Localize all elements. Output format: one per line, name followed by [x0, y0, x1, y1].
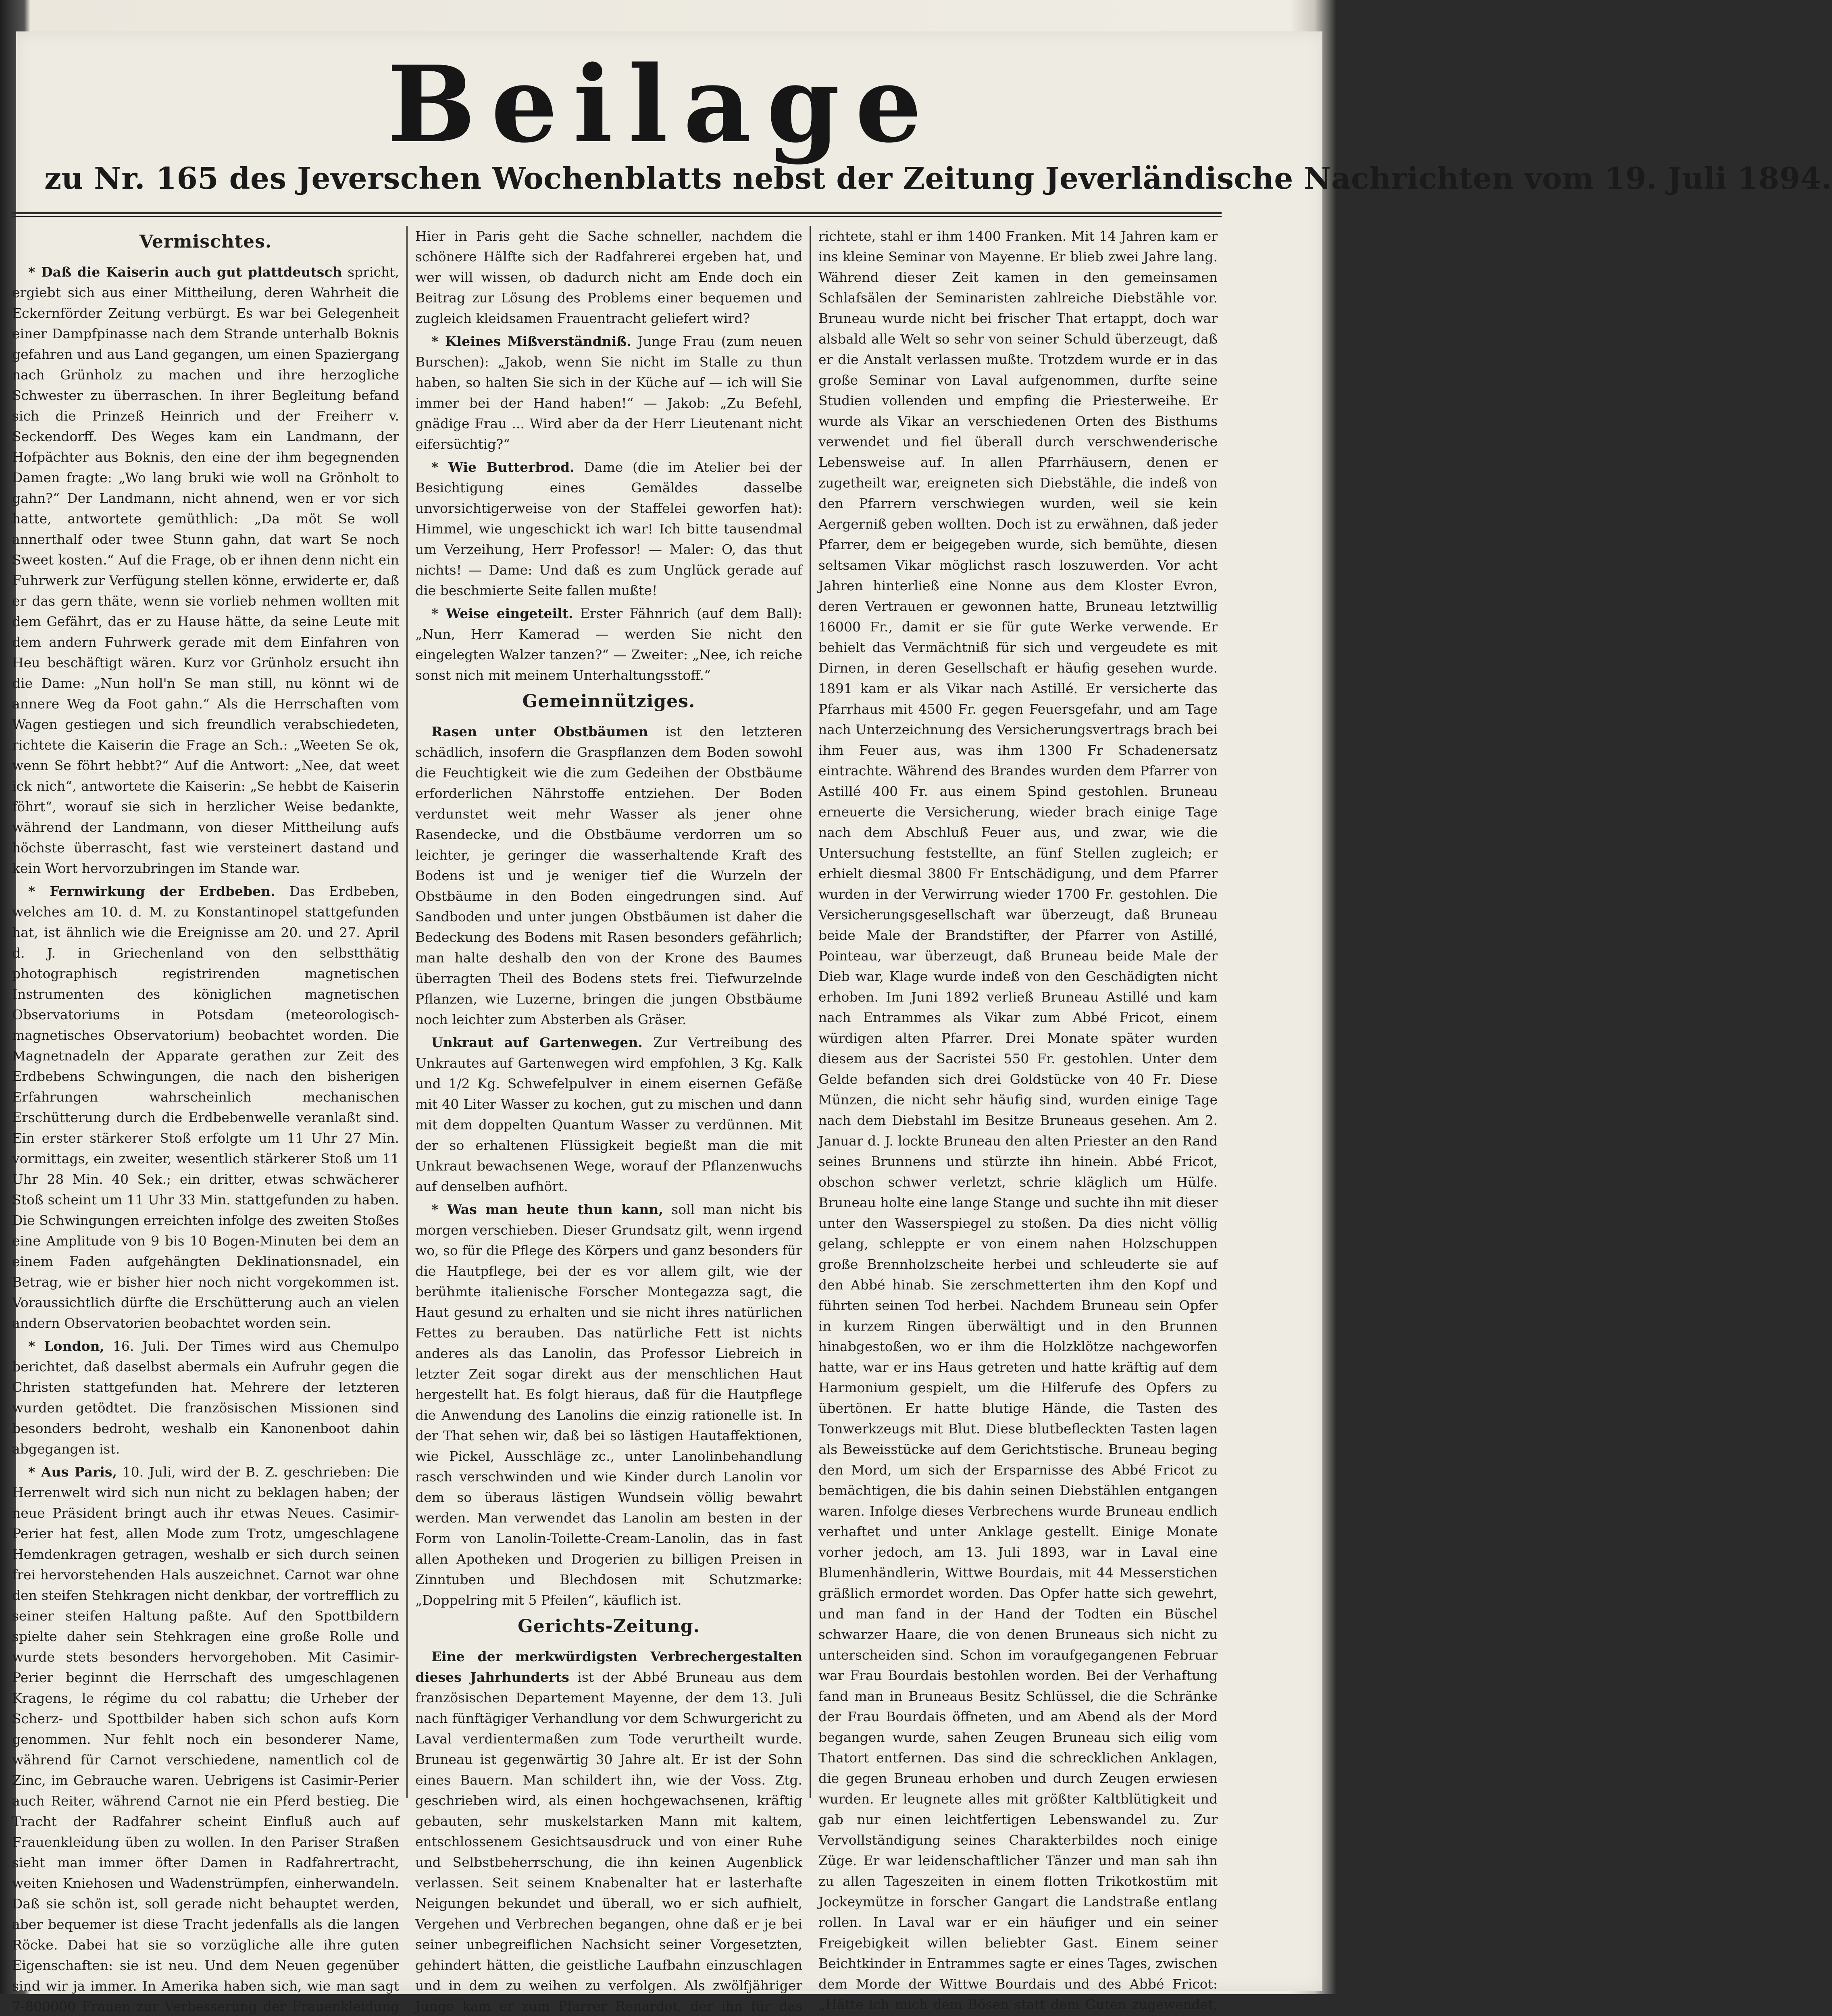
- article-text: Junge Frau (zum neuen Burschen): „Jakob, wenn Sie nicht im Stalle zu thun haben, so halten Sie sich in der Küche auf — ich will Sie immer bei der Hand haben!“ — Jakob: „Zu Befehl, gnädige Frau ... Wird aber da der Herr Lieutenant nicht eifersüchtig?“: [415, 333, 802, 452]
- column-left: [12, 226, 399, 2014]
- article: [415, 1646, 802, 2016]
- article-text: ist den letzteren schädlich, insofern die Graspflanzen dem Boden sowohl die Feuchtigkeit wie die zum Gedeihen der Obstbäume erforderlichen Nährstoffe entziehen. Der Boden verdunstet weit mehr Wasser als jener ohne Rasendecke, und die Obstbäume verdorren um so leichter, je geringer die wasserhaltende Kraft des Bodens ist und je weniger tief die Wurzeln der Obstbäume in den Boden eingedrungen sind. Auf Sandboden und unter jungen Obstbäumen ist daher die Bedeckung des Bodens mit Rasen besonders gefährlich; man halte deshalb den von der Krone des Baumes überragten Theil des Bodens stets frei. Tiefwurzelnde Pflanzen, wie Luzerne, bringen die jungen Obstbäume noch leichter zum Absterben als Gräser.: [415, 724, 802, 1027]
- issue-subtitle: zu Nr. 165 des Jeverschen Wochenblatts nebst der Zeitung Jeverländische Nachrichten vom 19. Juli 1894.: [44, 161, 1832, 196]
- article-continuation: richtete, stahl er ihm 1400 Franken. Mit 14 Jahren kam er ins kleine Seminar von Mayenne. Er blieb zwei Jahre lang. Während dieser Zeit kamen in den gemeinsamen Schlafsälen der Seminaristen zahlreiche Diebstähle vor. Bruneau wurde nicht bei frischer That ertappt, doch war alsbald alle Welt so sehr von seiner Schuld überzeugt, daß er die Anstalt verlassen mußte. Trotzdem wurde er in das große Seminar von Laval aufgenommen, durfte seine Studien vollenden und empfing die Priesterweihe. Er wurde als Vikar an verschiedenen Orten des Bisthums verwendet und fiel überall durch verschwenderische Lebensweise auf. In allen Pfarrhäusern, denen er zugetheilt war, ereigneten sich Diebstähle, die indeß von den Pfarrern verschwiegen wurden, weil sie kein Aergerniß geben wollten. Doch ist zu erwähnen, daß jeder Pfarrer, dem er beigegeben wurde, sich bemühte, diesen seltsamen Vikar möglichst rasch loszuwerden. Vor acht Jahren hinterließ eine Nonne aus dem Kloster Evron, deren Vertrauen er gewonnen hatte, Bruneau letztwillig 16000 Fr., damit er sie für gute Werke verwende. Er behielt das Vermächtniß für sich und vergeudete es mit Dirnen, in deren Gesellschaft er häufig gesehen wurde. 1891 kam er als Vikar nach Astillé. Er versicherte das Pfarrhaus mit 4500 Fr. gegen Feuersgefahr, und am Tage nach Unterzeichnung des Versicherungsvertrags brach bei ihm Feuer aus, was ihm 1300 Fr Schadenersatz eintrachte. Während des Brandes wurden dem Pfarrer von Astillé 400 Fr. aus einem Spind gestohlen. Bruneau erneuerte die Versicherung, wieder brach einige Tage nach dem Abschluß Feuer aus, und zwar, wie die Untersuchung feststellte, an fünf Stellen zugleich; er erhielt diesmal 3800 Fr Entschädigung, und dem Pfarrer wurden in der Verwirrung wieder 1700 Fr. gestohlen. Die Versicherungsgesellschaft war überzeugt, daß Bruneau beide Male der Brandstifter, der Pfarrer von Astillé, Pointeau, war überzeugt, daß Bruneau beide Male der Dieb war, Klage wurde indeß von den Geschädigten nicht erhoben. Im Juni 1892 verließ Bruneau Astillé und kam nach Entrammes als Vikar zum Abbé Fricot, einem würdigen alten Pfarrer. Drei Monate später wurden diesem aus der Sacristei 550 Fr. gestohlen. Unter dem Gelde befanden sich drei Goldstücke von 40 Fr. Diese Münzen, die nicht sehr häufig sind, wurden einige Tage nach dem Diebstahl im Besitze Bruneaus gesehen. Am 2. Januar d. J. lockte Bruneau den alten Priester an den Rand seines Brunnens und stürzte ihn hinein. Abbé Fricot, obschon schwer verletzt, schrie kläglich um Hülfe. Bruneau holte eine lange Stange und suchte ihn mit dieser unter den Wasserspiegel zu stoßen. Da dies nicht völlig gelang, schleppte er von einem nahen Holzschuppen große Brennholzscheite herbei und schleuderte sie auf den Abbé hinab. Sie zerschmetterten ihm den Kopf und führten seinen Tod herbei. Nachdem Bruneau sein Opfer in kurzem Ringen überwältigt und in den Brunnen hinabgestoßen, wo er ihm die Holzklötze nachgeworfen hatte, war er ins Haus getreten und hatte kräftig auf dem Harmonium gespielt, um die Hilferufe des Opfers zu übertönen. Er hatte blutige Hände, die Tasten des Tonwerkzeugs mit Blut. Diese blutbefleckten Tasten lagen als Beweisstücke auf dem Gerichtstische. Bruneau beging den Mord, um sich der Ersparnisse des Abbé Fricot zu bemächtigen, die bis dahin seinen Diebstählen entgangen waren. Infolge dieses Verbrechens wurde Bruneau endlich verhaftet und unter Anklage gestellt. Einige Monate vorher jedoch, am 13. Juli 1893, war in Laval eine Blumenhändlerin, Wittwe Bourdais, mit 44 Messerstichen gräßlich ermordet worden. Das Opfer hatte sich gewehrt, und man fand in der Hand der Todten ein Büschel schwarzer Haare, die von denen Bruneaus sich nicht zu unterscheiden sind. Schon im voraufgegangenen Februar war Frau Bourdais bestohlen worden. Bei der Verhaftung fand man in Bruneaus Besitz Schlüssel, die die Schränke der Frau Bourdais öffneten, und am Abend als der Mord begangen wurde, sahen Zeugen Bruneau sich eilig vom Thatort entfernen. Das sind die schrecklichen Anklagen, die gegen Bruneau erhoben und durch Zeugen erwiesen wurden. Er leugnete alles mit größter Kaltblütigkeit und gab nur einen leichtfertigen Lebenswandel zu. Zur Vervollständigung seines Charakterbildes noch einige Züge. Er war leidenschaftlicher Tänzer und man sah ihn zu allen Tageszeiten in einem flotten Trikotkostüm mit Jockeymütze in forscher Gangart die Landstraße entlang rollen. In Laval war er ein häufiger und ein seiner Freigebigkeit willen beliebter Gast. Einem seiner Beichtkinder in Entrammes sagte er eines Tages, zwischen dem Morde der Wittwe Bourdais und des Abbé Fricot: „Hätte ich mich dem Bösen statt dem Guten zugewendet,: [818, 228, 1218, 2012]
- column-separator: [810, 226, 811, 1798]
- article-text: 10. Juli, wird der B. Z. geschrieben: Die Herrenwelt wird sich nun nicht zu beklagen haben; der neue Präsident bringt auch ihr etwas Neues. Casimir-Perier hat fest, allen Mode zum Trotz, umgeschlagene Hemdenkragen getragen, weshalb er sich durch seinen frei hervorstehenden Hals auszeichnet. Carnot war ohne den steifen Stehkragen nicht denkbar, der vortrefflich zu seiner steifen Haltung paßte. Auf den Spottbildern spielte daher sein Stehkragen eine große Rolle und wurde stets besonders hervorgehoben. Mit Casimir-Perier beginnt die Herrschaft des umgeschlagenen Kragens, le régime du col rabattu; die Urheber der Scherz- und Spottbilder haben sich schon aufs Korn genommen. Nur fehlt noch ein besonderer Name, während für Carnot verschiedene, namentlich col de Zinc, im Gebrauche waren. Uebrigens ist Casimir-Perier auch Reiter, während Carnot nie ein Pferd bestieg. Die Tracht der Radfahrer scheint Einfluß auch auf Frauenkleidung üben zu wollen. In den Pariser Straßen sieht man immer öfter Damen in Radfahrertracht, weiten Kniehosen und Wadenstrümpfen, einherwandeln. Daß sie schön ist, soll gerade nicht behauptet werden, aber bequemer ist diese Tracht jedenfalls als die langen Röcke. Dabei hat sie so vorzügliche alle ihre guten Eigenschaften: sie ist neu. Und dem Neuen gegenüber sind wir ja immer. In Amerika haben sich, wie man sagt 7-800000 Frauen zur Verbesserung der Frauenkleidung: [12, 1464, 399, 2014]
- article-title: * London,: [28, 1338, 104, 1354]
- article-title: * Fernwirkung der Erdbeben.: [28, 883, 275, 899]
- header-rule-thin: [12, 216, 1222, 217]
- article-title: * Kleines Mißverständniß.: [431, 333, 631, 349]
- article: [415, 331, 802, 454]
- section-heading-vermischtes: Vermischtes.: [139, 231, 272, 252]
- article-title: Rasen unter Obstbäumen: [431, 724, 648, 739]
- article-title: * Weise eingeteilt.: [431, 606, 573, 621]
- article: [415, 721, 802, 1030]
- article-title: * Wie Butterbrod.: [431, 459, 575, 475]
- article-title: Unkraut auf Gartenwegen.: [431, 1035, 643, 1050]
- article-text: soll man nicht bis morgen verschieben. Dieser Grundsatz gilt, wenn irgend wo, so für die Pflege des Körpers und ganz besonders für die Hautpflege, bei der es vor allem gilt, wie der berühmte italienische Forscher Montegazza sagt, die Haut gesund zu erhalten und sie nicht ihres natürlichen Fettes zu berauben. Das natürliche Fett ist nichts anderes als das Lanolin, das Professor Liebreich in letzter Zeit sogar direkt aus der menschlichen Haut hergestellt hat. Es folgt hieraus, daß für die Hautpflege die Anwendung des Lanolins die einzig rationelle ist. In der That sehen wir, daß bei so lästigen Hautaffektionen, wie Pickel, Ausschläge zc., unter Lanolinbehandlung rasch verschwinden und wie Kinder durch Lanolin vor dem so überaus lästigen Wundsein völlig bewahrt werden. Man verwendet das Lanolin am besten in der Form von Lanolin-Toilette-Cream-Lanolin, das in fast allen Apotheken und Drogerien zu billigen Preisen in Zinntuben und Blechdosen mit Schutzmarke: „Doppelring mit 5 Pfeilen“, käuflich ist.: [415, 1202, 802, 1608]
- article: [12, 262, 399, 879]
- article-title: * Aus Paris,: [28, 1464, 117, 1480]
- masthead-title: Beilage: [387, 43, 937, 166]
- article-text: ist der Abbé Bruneau aus dem französischen Departement Mayenne, der dem 13. Juli nach fünftägiger Verhandlung vor dem Schwurgericht zu Laval verdientermaßen zum Tode verurtheilt wurde. Bruneau ist gegenwärtig 30 Jahre alt. Er ist der Sohn eines Bauern. Man schildert ihn, wie der Voss. Ztg. geschrieben wird, als einen hochgewachsenen, kräftig gebauten, sehr muskelstarken Mann mit kaltem, entschlossenem Gesichtsausdruck und von einer Ruhe und Selbstbeherrschung, die ihn keinen Augenblick verlassen. Seit seinem Knabenalter hat er lasterhafte Neigungen bekundet und überall, wo er sich aufhielt, Vergehen und Verbrechen begangen, ohne daß er je bei seiner unbegreiflichen Nachsicht seiner Vorgesetzten, gehindert hätten, die geistliche Laufbahn einzuschlagen und in dem zu weihen zu verfolgen. Als zwölfjähriger Junge kam er zum Pfarrer Renardot, der ihn für das: [415, 1669, 802, 2014]
- article-text: 16. Juli. Der Times wird aus Chemulpo berichtet, daß daselbst abermals ein Aufruhr gegen die Christen stattgefunden hat. Mehrere der letzteren wurden getödtet. Die französischen Missionen sind besonders bedroht, weshalb ein Kanonenboot dahin abgegangen ist.: [12, 1338, 399, 1457]
- article-title: * Daß die Kaiserin auch gut plattdeutsch: [28, 264, 342, 280]
- article: [12, 881, 399, 1333]
- article: [415, 603, 802, 685]
- article: [415, 457, 802, 601]
- column-right: [818, 226, 1218, 2012]
- article-text: spricht, ergiebt sich aus einer Mittheilung, deren Wahrheit die Eckernförder Zeitung verbürgt. Es war bei Gelegenheit einer Dampfpinasse nach dem Strande unterhalb Boknis gefahren und aus Land gegangen, um einen Spaziergang nach Grünholz zu machen und ihre herzogliche Schwester zu überraschen. In ihrer Begleitung befand sich die Prinzeß Heinrich und der Freiherr v. Seckendorff. Des Weges kam ein Landmann, der Hofpächter aus Boknis, den eine der ihm begegnenden Damen fragte: „Wo lang bruki wie woll na Grönholt to gahn?“ Der Landmann, nicht ahnend, wen er vor sich hatte, antwortete gemüthlich: „Da möt Se woll annerthalf oder twee Stunn gahn, dat wart Se noch Sweet kosten.“ Auf die Frage, ob er ihnen denn nicht ein Fuhrwerk zur Verfügung stellen könne, erwiderte er, daß er das gern thäte, wenn sie vorlieb nehmen wollten mit dem Gefährt, das er zu Hause hätte, da seine Leute mit dem andern Fuhrwerk gerade mit dem Einfahren von Heu beschäftigt wären. Kurz vor Grünholz ersucht ihn die Dame: „Nun holl'n Se man still, nu könnt wi de annere Weg da Foot gahn.“ Als die Herrschaften vom Wagen gestiegen und sich freundlich verabschiedeten, richtete die Kaiserin die Frage an Sch.: „Weeten Se ok, wenn Se föhrt hebbt?“ Auf die Antwort: „Nee, dat weet ick nich“, antwortete die Kaiserin: „Se hebbt de Kaiserin föhrt“, worauf sie sich in herzlicher Weise bedankte, während der Landmann, von dieser Mittheilung aufs höchste überrascht, fast wie versteinert dastand und kein Wort hervorzubringen im Stande war.: [12, 264, 399, 876]
- article-text: Dame (die im Atelier bei der Besichtigung eines Gemäldes dasselbe unvorsichtigerweise von der Staffelei geworfen hat): Himmel, wie ungeschickt ich war! Ich bitte tausendmal um Verzeihung, Herr Professor! — Maler: O, das thut nichts! — Dame: Und daß es zum Unglück gerade auf die beschmierte Seite fallen mußte!: [415, 459, 802, 598]
- article-text: Erster Fähnrich (auf dem Ball): „Nun, Herr Kamerad — werden Sie nicht den eingelegten Walzer tanzen?“ — Zweiter: „Nee, ich reiche sonst nich mit meinem Unterhaltungsstoff.“: [415, 606, 802, 683]
- article-text: Das Erdbeben, welches am 10. d. M. zu Konstantinopel stattgefunden hat, ist ähnlich wie die Ereignisse am 20. und 27. April d. J. in Griechenland von den selbstthätig photographisch registrirenden magnetischen Instrumenten des königlichen magnetischen Observatoriums in Potsdam (meteorologisch-magnetisches Observatorium) beobachtet worden. Die Magnetnadeln der Apparate gerathen zur Zeit des Erdbebens Schwingungen, die nach den bisherigen Erfahrungen wahrscheinlich mechanischen Erschütterung durch die Erdbebenwelle veranlaßt sind. Ein erster stärkerer Stoß erfolgte um 11 Uhr 27 Min. vormittags, ein zweiter, wesentlich stärkerer Stoß um 11 Uhr 28 Min. 40 Sek.; ein dritter, etwas schwächerer Stoß scheint um 11 Uhr 33 Min. stattgefunden zu haben. Die Schwingungen erreichten infolge des zweiten Stoßes eine Amplitude von 9 bis 10 Bogen-Minuten bei dem an einem Faden aufgehängten Deklinationsnadel, ein Betrag, wie er bisher hier noch nicht vorgekommen ist. Voraussichtlich dürfte die Erschütterung auch an vielen andern Observatorien beobachtet worden sein.: [12, 883, 399, 1331]
- article-text: Zur Vertreibung des Unkrautes auf Gartenwegen wird empfohlen, 3 Kg. Kalk und 1/2 Kg. Schwefelpulver in einem eisernen Gefäße mit 40 Liter Wasser zu kochen, gut zu mischen und dann mit dem doppelten Quantum Wasser zu verdünnen. Mit der so erhaltenen Flüssigkeit begießt man die mit Unkraut bewachsenen Wege, worauf der Pflanzenwuchs auf denselben aufhört.: [415, 1035, 803, 1194]
- article: [415, 1199, 802, 1610]
- article-title: Eine der merkwürdigsten Verbrechergestalten dieses Jahrhunderts: [415, 1649, 802, 1685]
- column-separator: [406, 226, 408, 1798]
- article-title: * Was man heute thun kann,: [431, 1202, 663, 1217]
- article: [12, 1336, 399, 1459]
- article-continuation: Hier in Paris geht die Sache schneller, nachdem die schönere Hälfte sich der Radfahrerei ergeben hat, und wer will wissen, ob dadurch nicht am Ende doch ein Beitrag zur Lösung des Problems einer bequemen und zugleich kleidsamen Frauentracht geliefert wird?: [415, 228, 802, 326]
- section-heading-gemeinnuetziges: Gemeinnütziges.: [522, 691, 695, 712]
- article: [12, 1462, 399, 2016]
- header-rule: [12, 212, 1222, 214]
- article: [415, 1032, 802, 1197]
- column-middle: [415, 226, 803, 2014]
- section-heading-gerichts-zeitung: Gerichts-Zeitung.: [518, 1616, 700, 1637]
